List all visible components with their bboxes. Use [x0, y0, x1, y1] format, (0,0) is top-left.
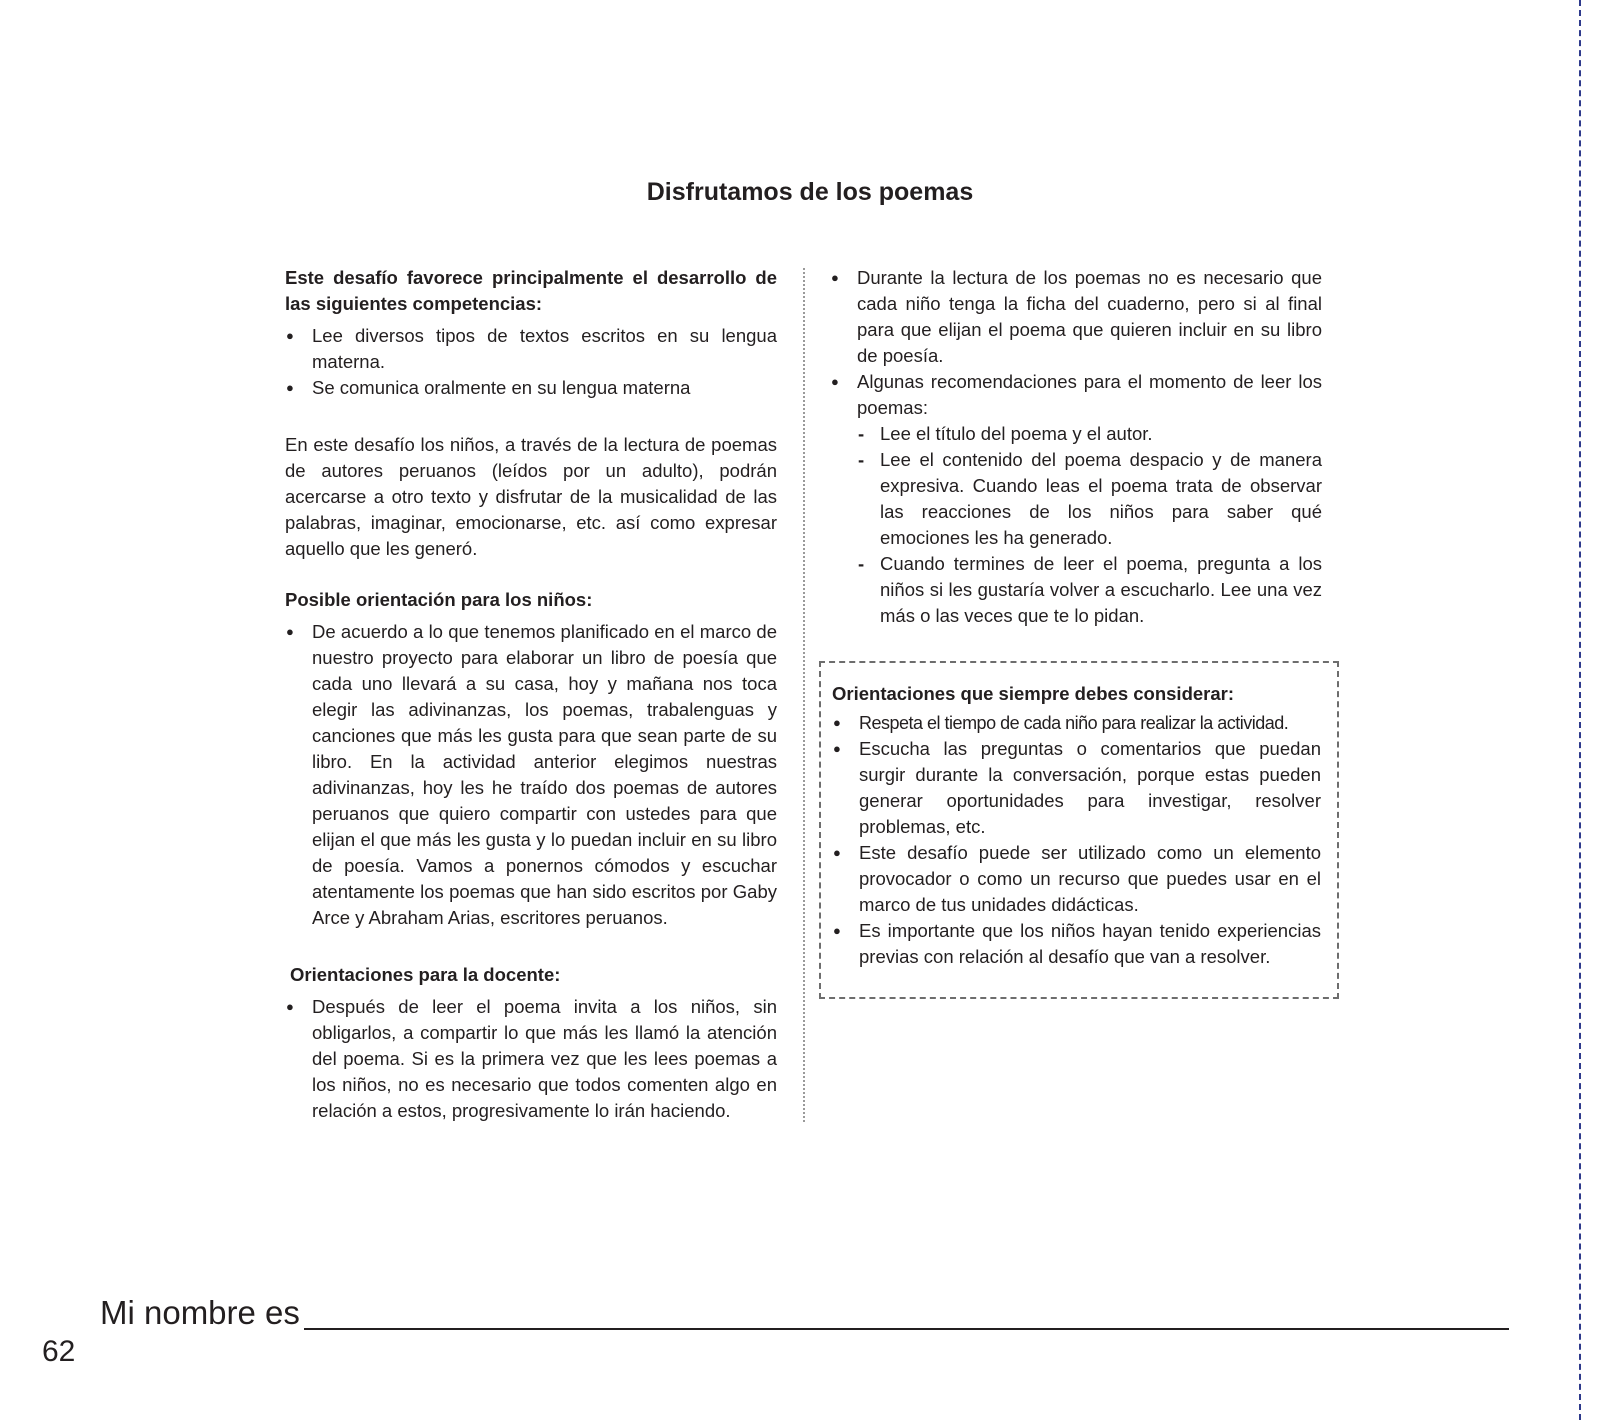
teacher-heading: Orientaciones para la docente: — [290, 964, 561, 985]
list-item: ● Durante la lectura de los poemas no es necesario que cada niño tenga la ficha del cuaderno, pero si al final para que elijan el poema que quieren incluir en su libro de poesía. — [830, 265, 1322, 369]
list-item: - Cuando termines de leer el poema, pregunta a los niños si les gustaría volver a escucharlo. Lee una vez más o las veces que te lo pidan. — [857, 551, 1322, 629]
list-item: ● Escucha las preguntas o comentarios que puedan surgir durante la conversación, porque estas pueden generar oportunidades para investigar, resolver problemas, etc. — [832, 736, 1321, 840]
column-divider — [803, 268, 805, 1122]
page-cut-line — [1579, 0, 1581, 1420]
competencies-heading: Este desafío favorece principalmente el desarrollo de las siguientes competencias: — [285, 267, 777, 314]
reading-list — [830, 265, 1322, 629]
intro-paragraph: En este desafío los niños, a través de la lectura de poemas de autores peruanos (leídos por un adulto), podrán acercarse a otro texto y disfrutar de la musicalidad de las palabras, imaginar, emocionarse, etc. así como expresar aquello que les generó. — [285, 434, 777, 559]
considerations-list — [832, 710, 1321, 970]
list-item: - Lee el título del poema y el autor. — [857, 421, 1322, 447]
list-item: ● Lee diversos tipos de textos escritos en su lengua materna. — [285, 323, 777, 375]
orientation-list — [285, 619, 777, 931]
list-item: ● Se comunica oralmente en su lengua materna — [285, 375, 777, 401]
orientation-heading: Posible orientación para los niños: — [285, 589, 593, 610]
teacher-list — [285, 994, 777, 1124]
name-label: Mi nombre es — [100, 1294, 300, 1331]
recommendations-intro: Algunas recomendaciones para el momento de leer los poemas: — [857, 371, 1322, 418]
list-item — [830, 369, 1322, 629]
list-item: - Lee el contenido del poema despacio y de manera expresiva. Cuando leas el poema trata de observar las reacciones de los niños para saber qué emociones les ha generado. — [857, 447, 1322, 551]
considerations-box — [819, 661, 1339, 999]
considerations-heading: Orientaciones que siempre debes considerar: — [832, 683, 1235, 704]
list-item: ● Respeta el tiempo de cada niño para realizar la actividad. — [832, 710, 1321, 736]
list-item: ● Es importante que los niños hayan tenido experiencias previas con relación al desafío que van a resolver. — [832, 918, 1321, 970]
page-title: Disfrutamos de los poemas — [646, 178, 974, 206]
recommendations-list — [857, 421, 1322, 629]
list-item: ● De acuerdo a lo que tenemos planificado en el marco de nuestro proyecto para elaborar un libro de poesía que cada uno llevará a su casa, hoy y mañana nos toca elegir las adivinanzas, los poemas, trabalenguas y canciones que más les gusta para que sean parte de su libro. En la actividad anterior elegimos nuestras adivinanzas, hoy les he traído dos poemas de autores peruanos que quiero compartir con ustedes para que elijan el que más les gusta y lo puedan incluir en su libro de poesía. Vamos a ponernos cómodos y escuchar atentamente los poemas que han sido escritos por Gaby Arce y Abraham Arias, escritores peruanos. — [285, 619, 777, 931]
page-number: 62 — [42, 1335, 76, 1368]
list-item: ● Este desafío puede ser utilizado como un elemento provocador o como un recurso que puedes usar en el marco de tus unidades didácticas. — [832, 840, 1321, 918]
list-item: ● Después de leer el poema invita a los niños, sin obligarlos, a compartir lo que más les llamó la atención del poema. Si es la primera vez que les lees poemas a los niños, no es necesario que todos comenten algo en relación a estos, progresivamente lo irán haciendo. — [285, 994, 777, 1124]
competencies-list — [285, 323, 777, 401]
left-column — [285, 265, 777, 1124]
right-column — [830, 265, 1322, 629]
name-input-line[interactable] — [304, 1328, 1509, 1330]
